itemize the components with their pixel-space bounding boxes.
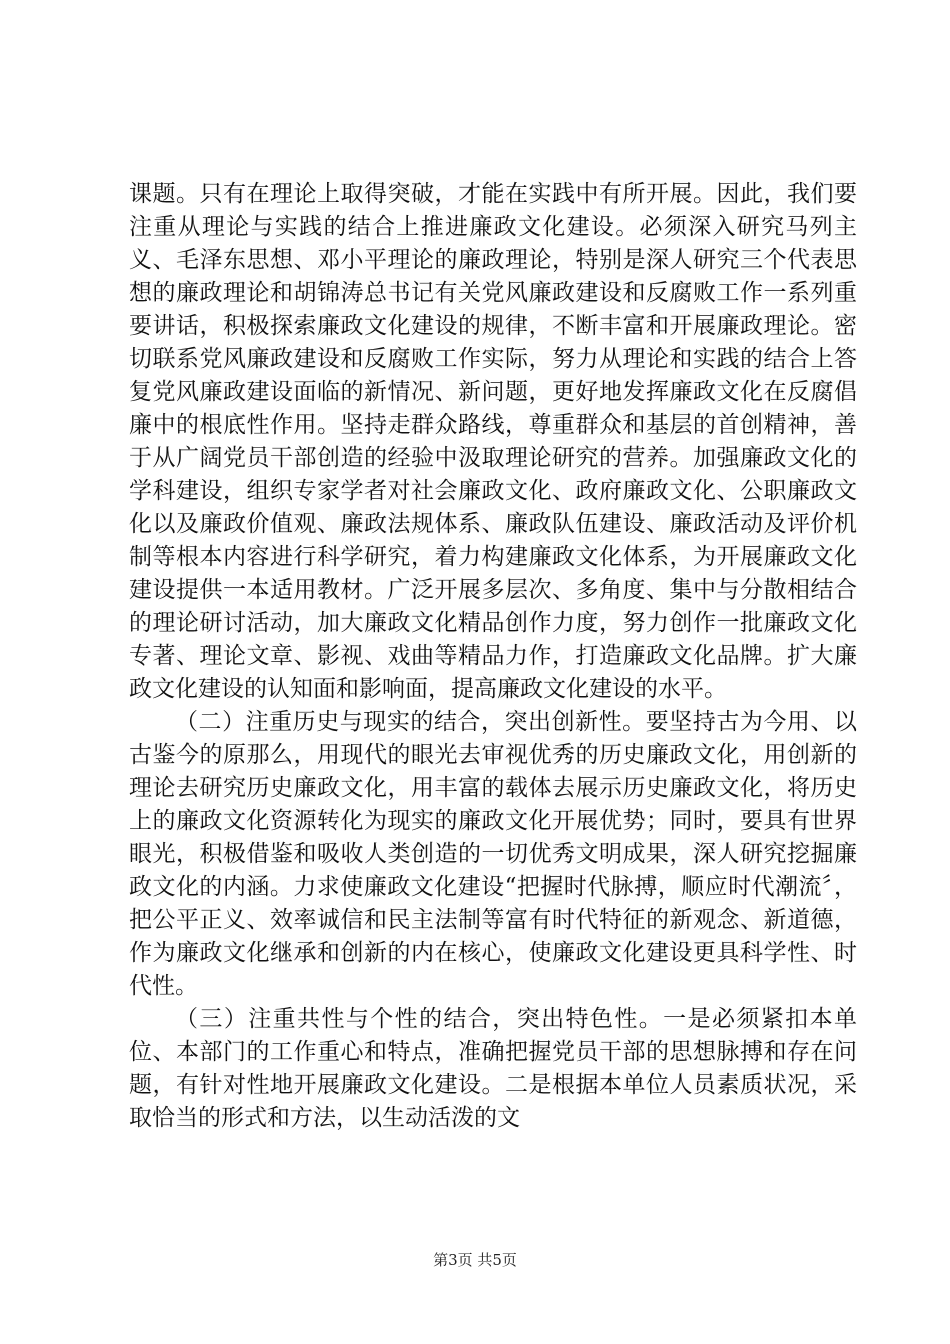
document-body	[129, 178, 857, 1135]
paragraph-3: （三）注重共性与个性的结合，突出特色性。一是必须紧扣本单位、本部门的工作重心和特点，准确把握党员干部的思想脉搏和存在问题，有针对性地开展廉政文化建设。二是根据本单位人员素质状况，采取恰当的形式和方法，以生动活泼的文	[129, 1006, 857, 1131]
paragraph-2: （二）注重历史与现实的结合，突出创新性。要坚持古为今用、以古鉴今的原那么，用现代的眼光去审视优秀的历史廉政文化，用创新的理论去研究历史廉政文化，用丰富的载体去展示历史廉政文化，将历史上的廉政文化资源转化为现实的廉政文化开展优势；同时，要具有世界眼光，积极借鉴和吸收人类创造的一切优秀文明成果，深人研究挖掘廉政文化的内涵。力求使廉政文化建设“把握时代脉搏，顺应时代潮流〞，把公平正义、效率诚信和民主法制等富有时代特征的新观念、新道德，作为廉政文化继承和创新的内在核心，使廉政文化建设更具科学性、时代性。	[129, 709, 857, 999]
page-number-footer: 第3页 共5页	[433, 1251, 517, 1269]
paragraph-1: 课题。只有在理论上取得突破，才能在实践中有所开展。因此，我们要注重从理论与实践的结合上推进廉政文化建设。必须深入研究马列主义、毛泽东思想、邓小平理论的廉政理论，特别是深人研究三个代表思想的廉政理论和胡锦涛总书记有关党风廉政建设和反腐败工作一系列重要讲话，积极探索廉政文化建设的规律，不断丰富和开展廉政理论。密切联系党风廉政建设和反腐败工作实际，努力从理论和实践的结合上答复党风廉政建设面临的新情况、新问题，更好地发挥廉政文化在反腐倡廉中的根底性作用。坚持走群众路线，尊重群众和基层的首创精神，善于从广阔党员干部创造的经验中汲取理论研究的营养。加强廉政文化的学科建设，组织专家学者对社会廉政文化、政府廉政文化、公职廉政文化以及廉政价值观、廉政法规体系、廉政队伍建设、廉政活动及评价机制等根本内容进行科学研究，着力构建廉政文化体系，为开展廉政文化建设提供一本适用教材。广泛开展多层次、多角度、集中与分散相结合的理论研讨活动，加大廉政文化精品创作力度，努力创作一批廉政文化专著、理论文章、影视、戏曲等精品力作，打造廉政文化品牌。扩大廉政文化建设的认知面和影响面，提高廉政文化建设的水平。	[129, 181, 857, 702]
